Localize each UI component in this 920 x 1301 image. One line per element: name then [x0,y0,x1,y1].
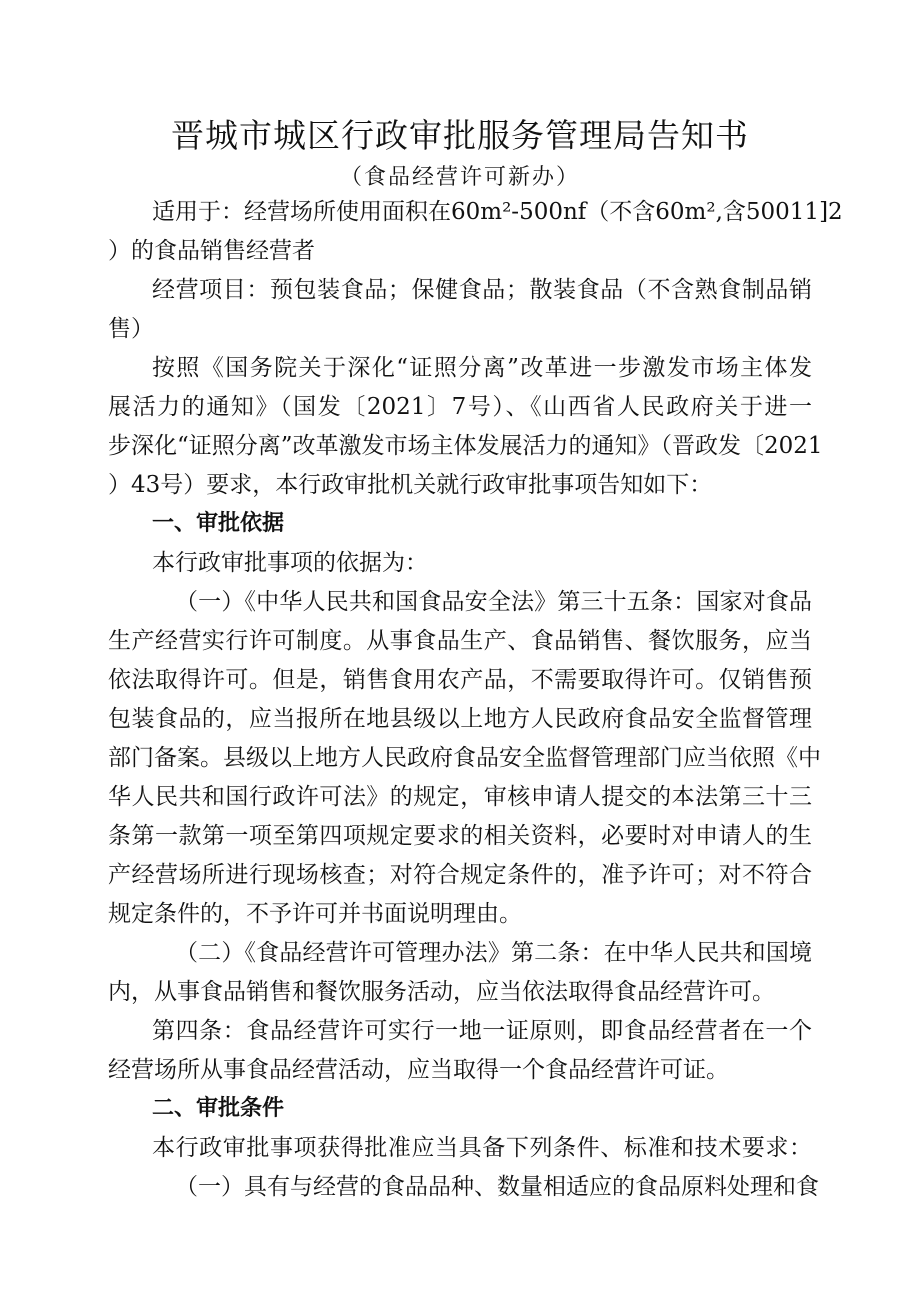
paragraph-line: 依法取得许可。但是，销售食用农产品，不需要取得许可。仅销售预 [108,667,812,693]
business-items-line-cont: 售） [108,316,154,342]
document-subtitle: （食品经营许可新办） [339,165,580,190]
paragraph-line: （一）《中华人民共和国食品安全法》第三十五条：国家对食品 [175,589,812,615]
document-title: 晋城市城区行政审批服务管理局告知书 [171,116,749,155]
paragraph-line: （一）具有与经营的食品品种、数量相适应的食品原料处理和食 [175,1174,819,1200]
business-items-line: 经营项目：预包装食品；保健食品；散装食品（不含熟食制品销 [152,277,812,303]
paragraph-line: 展活力的通知》（国发〔2021〕7号）、《山西省人民政府关于进一 [108,394,812,420]
paragraph-line: 按照《国务院关于深化“证照分离”改革进一步激发市场主体发 [152,355,812,381]
paragraph-line: 第四条：食品经营许可实行一地一证原则，即食品经营者在一个 [152,1018,812,1044]
paragraph-line: 步深化“证照分离”改革激发市场主体发展活力的通知》（晋政发〔2021 [108,433,823,459]
paragraph-line: （二）《食品经营许可管理办法》第二条：在中华人民共和国境 [175,940,812,966]
paragraph-line: 生产经营实行许可制度。从事食品生产、食品销售、餐饮服务，应当 [108,628,812,654]
paragraph-line: 内，从事食品销售和餐饮服务活动，应当依法取得食品经营许可。 [108,979,775,1005]
paragraph-line: 经营场所从事食品经营活动，应当取得一个食品经营许可证。 [108,1057,729,1083]
paragraph-line: 产经营场所进行现场核查；对符合规定条件的，准予许可；对不符合 [108,862,812,888]
section-heading-basis: 一、审批依据 [152,511,285,536]
paragraph-line: 规定条件的，不予许可并书面说明理由。 [108,901,522,927]
paragraph-line: 包装食品的，应当报所在地县级以上地方人民政府食品安全监督管理 [108,706,812,732]
applicable-scope-line-cont: ）的食品销售经营者 [108,238,315,264]
paragraph-line: 条第一款第一项至第四项规定要求的相关资料，必要时对申请人的生 [108,823,812,849]
paragraph-line: 本行政审批事项的依据为： [152,550,428,576]
paragraph-line: 华人民共和国行政许可法》的规定，审核申请人提交的本法第三十三 [108,784,812,810]
paragraph-line: 部门备案。县级以上地方人民政府食品安全监督管理部门应当依照《中 [108,745,821,771]
applicable-scope-line: 适用于：经营场所使用面积在60m²-500nf（不含60m²,含50011]2 [152,199,843,225]
paragraph-line: ）43号）要求，本行政审批机关就行政审批事项告知如下： [108,472,713,498]
paragraph-line: 本行政审批事项获得批准应当具备下列条件、标准和技术要求： [152,1135,812,1161]
section-heading-conditions: 二、审批条件 [152,1096,285,1121]
